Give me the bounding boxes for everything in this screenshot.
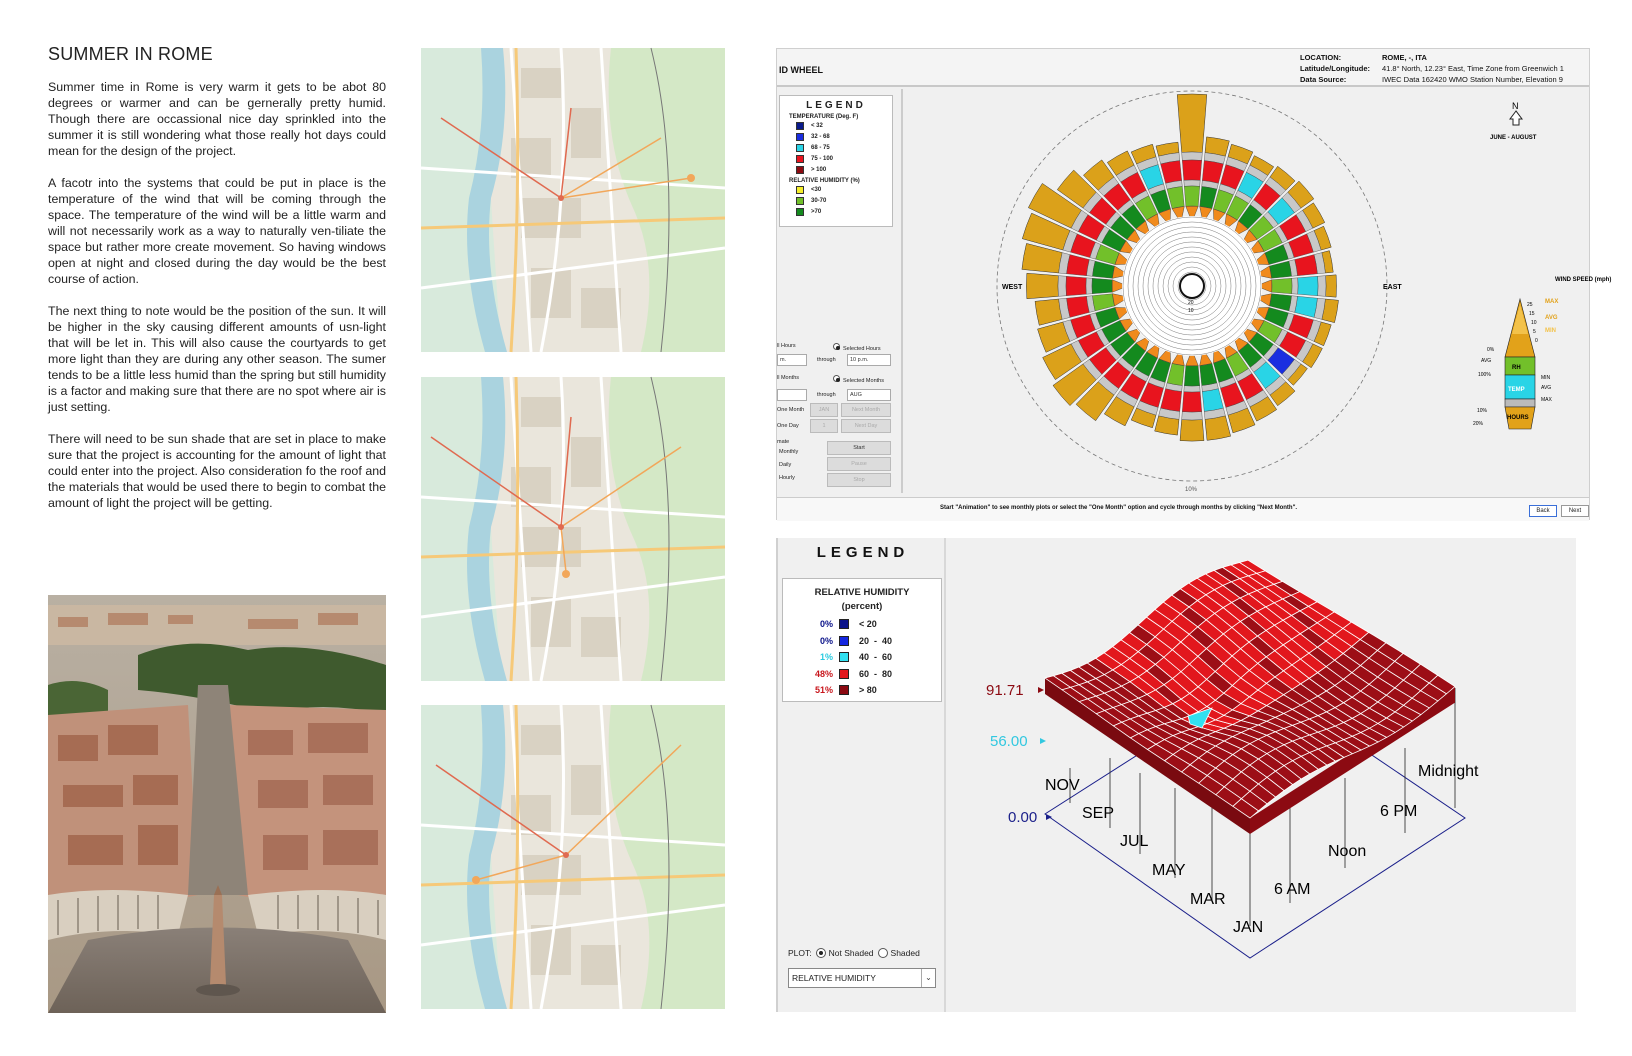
gauge-100pct-label: 100%	[1478, 372, 1491, 378]
temp-legend-item	[796, 120, 892, 131]
pause-button[interactable]: Pause	[827, 457, 891, 471]
daily-radio[interactable]: Daily	[779, 462, 792, 468]
outer-ring-label: 10%	[1185, 487, 1198, 493]
hour-to-select[interactable]: 10 p.m.	[847, 354, 891, 366]
temp-legend-label: 75 - 100	[811, 155, 834, 162]
temp-legend-item	[796, 131, 892, 142]
center-hub	[1180, 274, 1204, 298]
hour-label-noon: Noon	[1328, 843, 1367, 860]
ring-separator-segment	[1184, 180, 1200, 186]
wind-legend-title: LEGEND	[806, 100, 866, 111]
temperature-segment	[1182, 160, 1201, 180]
paragraph-4: There will need to be sun shade that are set in place to make sure that the project is accounting for the amount of light that could enter into the project. Also consideration fo the roof and the materials that would be used there to begin to combat the amount of light the project will be getting.	[48, 432, 386, 510]
humidity-legend-swatch	[839, 685, 849, 695]
wind-frequency-bar	[1026, 273, 1058, 299]
humidity-sidebar	[776, 538, 946, 1012]
gauge-temp-avg-label: AVG	[1541, 385, 1552, 391]
next-day-button[interactable]: Next Day	[841, 419, 891, 433]
humidity-segment	[1092, 278, 1112, 293]
gauge-tick-0: 0	[1535, 338, 1538, 344]
gauge-title: WIND SPEED (mph)	[1555, 277, 1612, 283]
north-label: N	[1512, 101, 1519, 111]
gauge-temp-label: TEMP	[1508, 387, 1525, 393]
month-label-may: MAY	[1152, 862, 1186, 879]
humidity-legend-swatch	[839, 636, 849, 646]
through-label-2: through	[817, 392, 836, 398]
z-mid-label: 56.00	[990, 733, 1028, 750]
one-month-value[interactable]: JAN	[810, 403, 838, 417]
humidity-segment	[1184, 366, 1199, 386]
ring-separator-segment	[1058, 276, 1066, 297]
wind-speed-gauge	[1473, 277, 1611, 429]
wind-frequency-bar	[1177, 94, 1207, 152]
month-label-jul: JUL	[1120, 833, 1149, 850]
rh-swatch	[796, 186, 804, 194]
humidity-legend-pct: 0%	[819, 635, 833, 646]
temp-legend-label: > 100	[811, 166, 827, 173]
temp-swatch	[796, 133, 804, 141]
next-month-button[interactable]: Next Month	[841, 403, 891, 417]
gauge-tick-15: 15	[1529, 311, 1535, 317]
selected-months-radio[interactable]	[829, 375, 884, 384]
temperature-segment	[1182, 392, 1201, 412]
paragraph-1: Summer time in Rome is very warm it gets to be abot 80 degrees or warmer and can be gernerally pretty humid. Though there are occassional nice day sprinkled into the summer it is still wondering what those really hot days could mean for the design of the project.	[48, 80, 386, 158]
humidity-legend-unit: (percent)	[841, 601, 883, 612]
humidity-legend-swatch	[839, 619, 849, 629]
temp-legend-item	[796, 153, 892, 164]
rh-legend-header: RELATIVE HUMIDITY (%)	[789, 178, 860, 184]
speed-ring-label: 10	[1188, 308, 1194, 314]
ring-separator-segment	[1086, 278, 1092, 294]
radio-dot-icon	[833, 343, 840, 350]
temp-swatch	[796, 144, 804, 152]
aerial-photo-st-peters	[48, 595, 386, 1013]
temperature-segment	[1161, 161, 1182, 184]
wind-wheel-window	[776, 48, 1612, 520]
not-shaded-radio[interactable]	[816, 948, 826, 958]
humidity-legend	[782, 578, 942, 702]
all-months-radio[interactable]: ll Months	[777, 375, 800, 381]
gauge-hours-label: HOURS	[1507, 415, 1529, 421]
one-day-radio[interactable]: One Day	[777, 423, 799, 429]
ring-separator-segment	[1182, 412, 1203, 420]
temperature-segment	[1161, 389, 1182, 412]
wind-frequency-bar	[1180, 420, 1204, 441]
latlon-label: Latitude/Longitude:	[1300, 64, 1370, 73]
z-mid-marker	[1040, 738, 1046, 744]
plot-variable-select[interactable]	[788, 968, 936, 988]
temperature-segment	[1295, 255, 1318, 276]
gauge-temp-min-label: MIN	[1541, 375, 1551, 381]
latlon-value: 41.8° North, 12.23° East, Time Zone from Greenwich 1	[1382, 64, 1564, 73]
hour-from-select[interactable]: m.	[777, 354, 807, 366]
one-month-radio[interactable]: One Month	[777, 407, 805, 413]
temp-legend-item	[796, 142, 892, 153]
hour-label-6am: 6 AM	[1274, 881, 1311, 898]
month-from-select[interactable]	[777, 389, 807, 401]
humidity-legend-pct: 0%	[819, 619, 833, 630]
wind-wheel-legend	[779, 95, 893, 227]
gauge-0pct-label: 0%	[1487, 347, 1495, 353]
month-label-jan: JAN	[1233, 919, 1264, 936]
wind-wheel-header	[777, 49, 1589, 87]
gauge-10pct-label: 10%	[1477, 408, 1488, 414]
temperature-segment	[1202, 161, 1223, 184]
humidity-surface-chart	[950, 538, 1576, 1012]
hour-label-midnight: Midnight	[1418, 763, 1479, 780]
rh-legend-item	[796, 184, 892, 195]
humidity-legend-pct: 48%	[814, 668, 833, 679]
rh-legend-label: >70	[811, 208, 822, 215]
humidity-legend-item	[783, 666, 941, 683]
z-min-label: 0.00	[1008, 809, 1038, 826]
humidity-legend-range: 20 - 40	[859, 635, 893, 646]
temperature-segment	[1295, 296, 1318, 317]
wind-wheel-chart	[905, 89, 1612, 495]
rh-legend-item	[796, 195, 892, 206]
page-title: SUMMER IN ROME	[48, 44, 213, 64]
gauge-temp-max-label: MAX	[1541, 397, 1552, 403]
site-map-1	[421, 48, 725, 352]
panel-divider	[901, 89, 903, 493]
ring-separator-segment	[1182, 152, 1203, 160]
gauge-max-label: MAX	[1545, 299, 1559, 305]
temperature-segment	[1067, 255, 1090, 276]
temperature-segment	[1202, 389, 1223, 412]
humidity-legend-range: 40 - 60	[859, 652, 893, 663]
temp-legend-label: < 32	[811, 122, 823, 129]
humidity-legend-pct: 51%	[814, 685, 833, 696]
period-label: JUNE - AUGUST	[1490, 135, 1537, 141]
location-label: LOCATION:	[1300, 53, 1342, 62]
rh-legend-label: <30	[811, 186, 822, 193]
humidity-segment	[1272, 278, 1292, 293]
stop-button[interactable]: Stop	[827, 473, 891, 487]
rh-legend-item	[796, 206, 892, 217]
selected-hours-label: Selected Hours	[843, 346, 881, 352]
z-max-marker	[1038, 687, 1044, 693]
temp-swatch	[796, 155, 804, 163]
next-button[interactable]: Next	[1561, 505, 1589, 517]
gauge-min-label: MIN	[1545, 328, 1556, 334]
humidity-segment	[1184, 186, 1199, 206]
rh-swatch	[796, 197, 804, 205]
gauge-tick-10: 10	[1531, 320, 1537, 326]
ring-separator-segment	[1318, 276, 1326, 297]
hourly-radio[interactable]: Hourly	[779, 475, 795, 481]
hour-label-6pm: 6 PM	[1380, 803, 1418, 820]
humidity-window	[776, 538, 1576, 1012]
humidity-legend-swatch	[839, 652, 849, 662]
month-label-sep: SEP	[1082, 805, 1115, 822]
humidity-legend-range: > 80	[859, 685, 877, 696]
latlon-row	[1300, 64, 1564, 73]
status-bar	[777, 497, 1589, 521]
temp-legend-label: 32 - 68	[811, 133, 830, 140]
humidity-legend-title: LEGEND	[816, 544, 910, 561]
west-label: WEST	[1002, 284, 1023, 291]
temp-legend-item	[796, 164, 892, 175]
humidity-legend-pct: 1%	[819, 652, 833, 663]
z-min-marker	[1046, 814, 1052, 820]
selected-months-label: Selected Months	[843, 378, 884, 384]
wind-wheel-title: ID WHEEL	[779, 65, 823, 75]
through-label: through	[817, 357, 836, 363]
shaded-label: Shaded	[890, 948, 920, 958]
back-button[interactable]: Back	[1529, 505, 1557, 517]
wind-frequency-bar	[1035, 299, 1062, 325]
site-map-3	[421, 705, 725, 1009]
humidity-legend-item	[783, 649, 941, 666]
temp-swatch	[796, 166, 804, 174]
wind-wheel-controls	[777, 341, 893, 489]
humidity-surface-mesh	[1045, 560, 1455, 834]
temperature-segment	[1066, 276, 1086, 295]
plot-variable-value: RELATIVE HUMIDITY	[792, 973, 876, 983]
gauge-tick-25: 25	[1527, 302, 1533, 308]
source-label: Data Source:	[1300, 75, 1347, 84]
location-value: ROME, -, ITA	[1382, 53, 1427, 62]
site-map-2	[421, 377, 725, 681]
shaded-radio[interactable]	[878, 948, 888, 958]
not-shaded-label: Not Shaded	[828, 948, 874, 958]
radio-dot-icon	[833, 375, 840, 382]
source-value: IWEC Data 162420 WMO Station Number, Elevation 9	[1382, 75, 1563, 84]
start-button[interactable]: Start	[827, 441, 891, 455]
speed-ring-label: 20	[1188, 300, 1194, 306]
temp-legend-label: 68 - 75	[811, 144, 830, 151]
humidity-legend-header: RELATIVE HUMIDITY	[814, 587, 910, 598]
humidity-legend-range: 60 - 80	[859, 668, 893, 679]
source-row	[1300, 75, 1563, 84]
z-max-label: 91.71	[986, 682, 1024, 699]
all-hours-radio[interactable]: ll Hours	[777, 343, 796, 349]
plot-label: PLOT:	[788, 948, 812, 958]
ring-separator-segment	[1292, 278, 1298, 294]
north-arrow-icon	[1510, 101, 1522, 125]
humidity-legend-swatch	[839, 669, 849, 679]
one-day-value[interactable]: 1	[810, 419, 838, 433]
monthly-radio[interactable]: Monthly	[779, 449, 799, 455]
text-column	[48, 44, 386, 527]
month-label-mar: MAR	[1190, 891, 1226, 908]
paragraph-2: A facotr into the systems that could be put in place is the temperature of the wind that will be coming through the space. The temperature of the wind will be a little warm and will not necessarily work as a way to naturally ven-tiliate the space but rather more create movement. So having windows open at night and closed during the day would be the best course of action.	[48, 176, 386, 286]
gauge-avg-label: AVG	[1545, 315, 1558, 321]
temp-swatch	[796, 122, 804, 130]
humidity-legend-item	[783, 616, 941, 633]
ring-separator-segment	[1184, 386, 1200, 392]
status-text: Start "Animation" to see monthly plots or select the "One Month" option and cycle through months by clicking "Next Month".	[940, 505, 1298, 511]
rh-legend-label: 30-70	[811, 197, 827, 204]
selected-hours-radio[interactable]	[829, 343, 881, 352]
wind-frequency-bar	[1326, 275, 1337, 297]
gauge-avg-rh-label: AVG	[1481, 358, 1492, 364]
chevron-down-icon[interactable]: ⌄	[921, 969, 935, 987]
humidity-legend-item	[783, 633, 941, 650]
gauge-tick-5: 5	[1533, 329, 1536, 335]
temperature-segment	[1067, 296, 1090, 317]
east-label: EAST	[1383, 284, 1402, 291]
wind-frequency-bar	[1205, 416, 1231, 441]
humidity-legend-item	[783, 682, 941, 699]
plot-mode-row	[788, 948, 920, 958]
animate-group-label: mate	[777, 439, 790, 445]
month-label-nov: NOV	[1045, 777, 1080, 794]
paragraph-3: The next thing to note would be the position of the sun. It will be higher in the sky causing different amounts of usn-light that will be let in. This will also cause the courtyards to get more light than they are during any other season. The sumer tends to be a little less humid than the spring but still humidity is a factor and making sure that there are no spot where air is just setting.	[48, 304, 386, 414]
rh-swatch	[796, 208, 804, 216]
temperature-segment	[1298, 276, 1318, 295]
humidity-legend-range: < 20	[859, 619, 877, 630]
location-row	[1300, 53, 1427, 62]
temp-legend-header: TEMPERATURE (Deg. F)	[789, 114, 859, 120]
gauge-20pct-label: 20%	[1473, 421, 1484, 427]
gauge-rh-label: RH	[1512, 365, 1521, 371]
month-to-select[interactable]: AUG	[847, 389, 891, 401]
